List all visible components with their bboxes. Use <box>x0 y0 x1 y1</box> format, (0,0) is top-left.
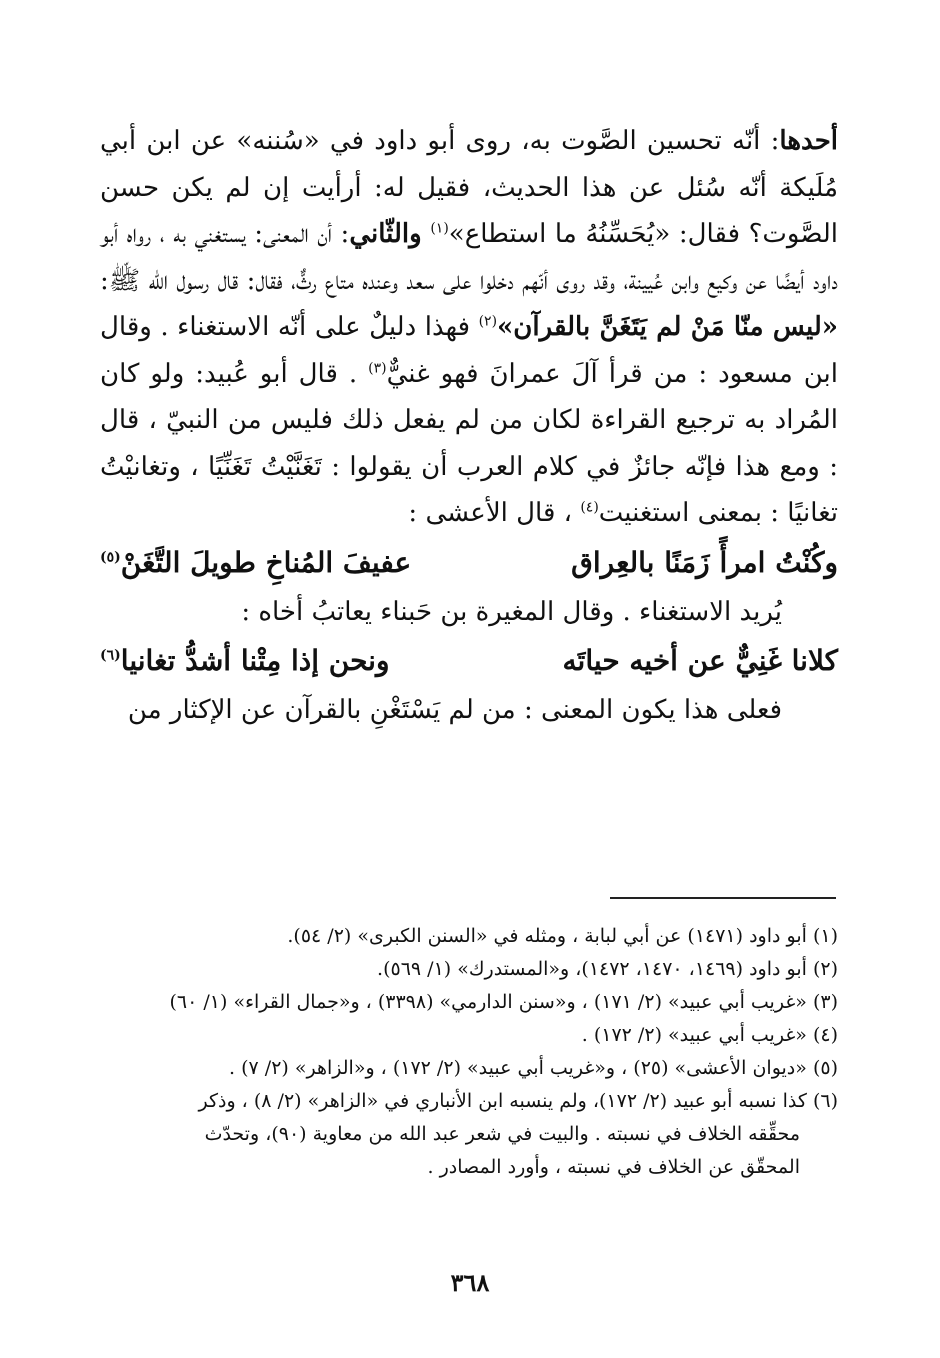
text-run: : أن المعنى: يستغني به ، رواه أبو داود أيضًا عن وكيع وابن عُيينة، وقد روى أنّهم دخلوا على سعد وعنده متاع رثٌّ، فقال: قال رسول الله ﷺ: <box>100 219 838 296</box>
hemistich-text: ونحن إذا مِتْنا أشدُّ تغانيا <box>120 644 390 677</box>
footnote-text: كذا نسبه أبو عبيد (٢/ ١٧٢)، ولم ينسبه ابن الأنباري في «الزاهر» (٢/ ٨) ، وذكر <box>198 1090 807 1112</box>
footnote-separator <box>610 897 836 899</box>
main-text <box>100 118 838 734</box>
footnote-ref: (٥) <box>100 549 121 566</box>
verse-hemistich-2 <box>100 537 470 589</box>
lead-word: أحدها <box>779 126 838 156</box>
footnote-ref: (٦) <box>100 647 121 664</box>
footnote-6 <box>100 1085 838 1118</box>
footnote-6-continued: محقِّقه الخلاف في نسبته . والبيت في شعر عبد الله من معاوية (٩٠)، وتحدّث <box>204 1123 800 1145</box>
footnote-number: (٦) <box>812 1090 838 1112</box>
footnote-number: (٤) <box>812 1024 838 1046</box>
footnote-ref: (٢) <box>478 313 498 330</box>
verse-1 <box>100 537 838 589</box>
text-run: ، قال الأعشى : <box>408 498 573 528</box>
footnote-5 <box>100 1052 838 1085</box>
footnote-number: (٣) <box>812 991 838 1013</box>
footnote-1 <box>100 920 838 953</box>
paragraph-2: يُريد الاستغناء . وقال المغيرة بن حَبناء يعاتبُ أخاه : <box>241 596 782 627</box>
footnote-text: «غريب أبي عبيد» (٢/ ١٧١) ، و«سنن الدارمي» (٣٣٩٨) ، و«جمال القراء» (١/ ٦٠) <box>169 991 807 1013</box>
footnote-4 <box>100 1019 838 1052</box>
paragraph-1 <box>100 118 838 537</box>
footnote-ref: (١) <box>430 220 449 237</box>
footnote-number: (٥) <box>812 1057 838 1079</box>
footnotes <box>100 920 838 1184</box>
paragraph-3: فعلى هذا يكون المعنى : من لم يَسْتَغْنِ بالقرآن عن الإكثار من <box>127 695 782 725</box>
text-run: فهذا دليلٌ على أنّه الاستغناء . وقال ابن مسعود : من قرأ آلَ عمرانَ فهو غنيٌّ <box>100 312 838 389</box>
text-run: . قال أبو عُبيد: ولو كان المُراد به ترجيع القراءة لكان من لم يفعل ذلك فليس من النبيّ ، قال : ومع هذا فإنّه جائزٌ في كلام العرب أن يقولوا : تَغَنَّيْتُ تَغَنِّيًا ، وتغانيْتُ تغانيًا : بمعنى استغنيت <box>100 358 838 528</box>
footnote-ref: (٤) <box>580 499 599 516</box>
footnote-number: (٢) <box>812 958 838 980</box>
footnote-ref: (٣) <box>368 359 387 376</box>
footnote-3 <box>100 986 838 1019</box>
hemistich-text: عفيفَ المُناخِ طويلَ التَّغَنْ <box>120 545 412 579</box>
footnote-6-continued: المحقّق عن الخلاف في نسبته ، وأورد المصادر . <box>427 1156 800 1178</box>
verse-hemistich-2 <box>100 635 470 687</box>
footnote-2 <box>100 953 838 986</box>
footnote-text: «غريب أبي عبيد» (٢/ ١٧٢) . <box>581 1024 807 1046</box>
verse-hemistich-1: وكُنْتُ امرأً زَمَنًا بالعِراق <box>571 545 838 579</box>
page-number: ٣٦٨ <box>450 1268 490 1297</box>
hadith-quote: «ليس منّا مَنْ لم يَتَغَنَّ بالقرآن» <box>497 312 839 342</box>
verse-hemistich-1: كلانا غَنِيٌّ عن أخيه حياتَه <box>562 644 838 677</box>
footnote-text: أبو داود (١٤٦٩، ١٤٧٠، ١٤٧٢)، و«المستدرك» (١/ ٥٦٩). <box>377 958 807 980</box>
footnote-text: «ديوان الأعشى» (٢٥) ، و«غريب أبي عبيد» (٢/ ١٧٢) ، و«الزاهر» (٢/ ٧) . <box>229 1057 807 1079</box>
verse-2 <box>100 635 838 687</box>
second-lead-word: والثّاني <box>349 219 422 249</box>
footnote-number: (١) <box>812 925 838 947</box>
text-run: : أنّه تحسين الصَّوت به، روى أبو داود في «سُننه» عن ابن أبي مُلَيكة أنّه سُئل عن هذا الحديث، فقيل له: أرأيت إن لم يكن حسن الصَّوت؟ فقال: «يُحَسِّنُهُ ما استطاع» <box>100 126 839 249</box>
footnote-text: أبو داود (١٤٧١) عن أبي لبابة ، ومثله في «السنن الكبرى» (٢/ ٥٤). <box>287 925 807 947</box>
